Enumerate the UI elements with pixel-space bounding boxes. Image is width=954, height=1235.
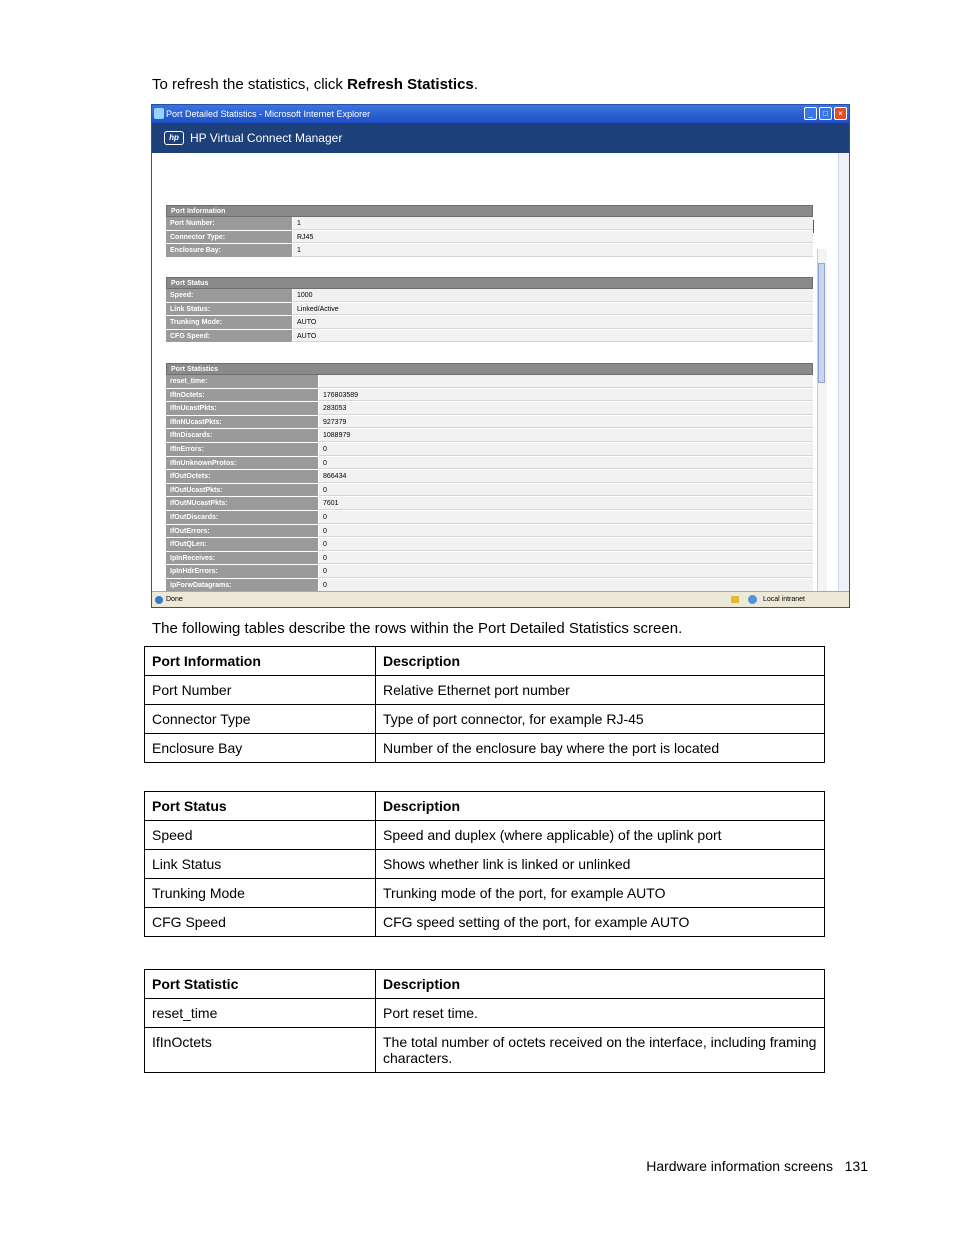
row-name-cell: IfInOctets bbox=[145, 1028, 376, 1073]
stat-label: Trunking Mode: bbox=[166, 316, 293, 329]
stat-label: Link Status: bbox=[166, 303, 293, 316]
row-description-cell: The total number of octets received on the interface, including framing characters. bbox=[376, 1028, 825, 1073]
maximize-icon[interactable]: □ bbox=[819, 107, 832, 120]
row-name-cell: Port Number bbox=[145, 676, 376, 705]
stat-value bbox=[319, 375, 813, 388]
stat-row bbox=[166, 289, 813, 303]
stat-value: 927379 bbox=[319, 416, 813, 429]
port-status-table bbox=[144, 791, 825, 937]
page-number: 131 bbox=[844, 1158, 868, 1174]
stat-label: IfInErrors: bbox=[166, 443, 319, 456]
stat-row bbox=[166, 497, 813, 511]
stat-row bbox=[166, 402, 813, 416]
stat-label: IfInDiscards: bbox=[166, 429, 319, 442]
stat-row bbox=[166, 217, 813, 231]
stat-label: IpInReceives: bbox=[166, 552, 319, 565]
row-description-cell: Trunking mode of the port, for example AUTO bbox=[376, 879, 825, 908]
table-row bbox=[145, 850, 825, 879]
stat-row bbox=[166, 525, 813, 539]
minimize-icon[interactable]: _ bbox=[804, 107, 817, 120]
lock-icon bbox=[731, 596, 739, 603]
footer-section: Hardware information screens bbox=[646, 1158, 833, 1174]
stat-label: IfOutNUcastPkts: bbox=[166, 497, 319, 510]
column-header: Description bbox=[376, 792, 825, 821]
app-title: HP Virtual Connect Manager bbox=[190, 131, 343, 145]
stat-row bbox=[166, 552, 813, 566]
stat-row bbox=[166, 303, 813, 317]
table-row bbox=[145, 734, 825, 763]
stat-value: 0 bbox=[319, 565, 813, 578]
stat-label: Enclosure Bay: bbox=[166, 244, 293, 257]
stat-label: IfInUcastPkts: bbox=[166, 402, 319, 415]
page-footer bbox=[646, 1158, 868, 1174]
row-description-cell: Port reset time. bbox=[376, 999, 825, 1028]
stat-row bbox=[166, 330, 813, 344]
table-row bbox=[145, 1028, 825, 1073]
stat-row bbox=[166, 484, 813, 498]
stat-row bbox=[166, 565, 813, 579]
window-controls bbox=[804, 107, 847, 120]
row-description-cell: Shows whether link is linked or unlinked bbox=[376, 850, 825, 879]
intro-suffix: . bbox=[473, 76, 478, 93]
window-titlebar bbox=[152, 105, 849, 123]
row-name-cell: Speed bbox=[145, 821, 376, 850]
stat-value: 0 bbox=[319, 579, 813, 592]
window-title: Port Detailed Statistics - Microsoft Internet Explorer bbox=[166, 109, 371, 119]
stat-value: Linked/Active bbox=[293, 303, 813, 316]
inner-scrollbar-thumb[interactable] bbox=[818, 263, 825, 383]
stat-label: IfOutQLen: bbox=[166, 538, 319, 551]
stat-row bbox=[166, 375, 813, 389]
port-status-panel bbox=[166, 277, 813, 343]
column-header: Port Status bbox=[145, 792, 376, 821]
security-zone: Local intranet bbox=[762, 596, 805, 603]
close-icon[interactable]: × bbox=[834, 107, 847, 120]
port-information-panel bbox=[166, 205, 813, 258]
table-row bbox=[145, 999, 825, 1028]
row-name-cell: CFG Speed bbox=[145, 908, 376, 937]
stat-label: Speed: bbox=[166, 289, 293, 302]
table-row bbox=[145, 879, 825, 908]
intro-text: To refresh the statistics, click bbox=[152, 76, 348, 93]
column-header: Port Information bbox=[145, 647, 376, 676]
row-name-cell: Enclosure Bay bbox=[145, 734, 376, 763]
stat-label: IfInUnknownProtos: bbox=[166, 457, 319, 470]
stat-row bbox=[166, 416, 813, 430]
stat-label: IpForwDatagrams: bbox=[166, 579, 319, 592]
stat-value: 0 bbox=[319, 552, 813, 565]
window-scrollbar[interactable] bbox=[838, 153, 849, 591]
row-description-cell: Type of port connector, for example RJ-45 bbox=[376, 705, 825, 734]
stat-label: reset_time: bbox=[166, 375, 319, 388]
stat-value: AUTO bbox=[293, 330, 813, 343]
stat-label: IfInNUcastPkts: bbox=[166, 416, 319, 429]
row-description-cell: CFG speed setting of the port, for example AUTO bbox=[376, 908, 825, 937]
stat-label: CFG Speed: bbox=[166, 330, 293, 343]
row-name-cell: reset_time bbox=[145, 999, 376, 1028]
stat-row bbox=[166, 231, 813, 245]
stat-value: 176803589 bbox=[319, 389, 813, 402]
stat-label: IfOutErrors: bbox=[166, 525, 319, 538]
hp-logo-icon: hp bbox=[164, 131, 184, 145]
stat-value: 0 bbox=[319, 525, 813, 538]
stat-label: IfOutOctets: bbox=[166, 470, 319, 483]
stat-label: IfOutUcastPkts: bbox=[166, 484, 319, 497]
panel-header: Port Statistics bbox=[166, 363, 813, 375]
port-statistics-panel bbox=[166, 363, 813, 593]
stat-value: 1 bbox=[293, 217, 813, 230]
row-description-cell: Speed and duplex (where applicable) of the uplink port bbox=[376, 821, 825, 850]
row-description-cell: Number of the enclosure bay where the port is located bbox=[376, 734, 825, 763]
row-name-cell: Link Status bbox=[145, 850, 376, 879]
stat-value: 0 bbox=[319, 538, 813, 551]
row-name-cell: Connector Type bbox=[145, 705, 376, 734]
stat-row bbox=[166, 511, 813, 525]
stat-value: 0 bbox=[319, 484, 813, 497]
panel-header: Port Information bbox=[166, 205, 813, 217]
table-row bbox=[145, 705, 825, 734]
port-information-table bbox=[144, 646, 825, 763]
browser-window-screenshot bbox=[151, 104, 850, 608]
stat-row bbox=[166, 538, 813, 552]
table-row bbox=[145, 676, 825, 705]
column-header: Description bbox=[376, 970, 825, 999]
stat-row bbox=[166, 389, 813, 403]
stat-label: Connector Type: bbox=[166, 231, 293, 244]
stat-label: IfInOctets: bbox=[166, 389, 319, 402]
intro-bold-term: Refresh Statistics bbox=[347, 76, 474, 93]
stat-row bbox=[166, 470, 813, 484]
stat-value: AUTO bbox=[293, 316, 813, 329]
stat-value: 1088979 bbox=[319, 429, 813, 442]
page-done-icon bbox=[155, 596, 163, 604]
row-name-cell: Trunking Mode bbox=[145, 879, 376, 908]
stat-value: 283053 bbox=[319, 402, 813, 415]
stat-label: IfOutDiscards: bbox=[166, 511, 319, 524]
stat-value: 1 bbox=[293, 244, 813, 257]
status-bar bbox=[152, 591, 849, 607]
ie-icon bbox=[154, 108, 164, 119]
tables-caption: The following tables describe the rows within the Port Detailed Statistics screen. bbox=[152, 620, 683, 637]
stat-label: IpInHdrErrors: bbox=[166, 565, 319, 578]
stat-value: 0 bbox=[319, 443, 813, 456]
column-header: Port Statistic bbox=[145, 970, 376, 999]
table-header-row bbox=[145, 647, 825, 676]
stat-value: 1000 bbox=[293, 289, 813, 302]
stat-row bbox=[166, 244, 813, 258]
stat-value: 866434 bbox=[319, 470, 813, 483]
intranet-zone-icon bbox=[748, 595, 757, 604]
table-header-row bbox=[145, 970, 825, 999]
panel-header: Port Status bbox=[166, 277, 813, 289]
page-content bbox=[152, 153, 839, 591]
port-statistic-table bbox=[144, 969, 825, 1073]
table-header-row bbox=[145, 792, 825, 821]
stat-value: 0 bbox=[319, 457, 813, 470]
stat-value: 0 bbox=[319, 511, 813, 524]
stat-row bbox=[166, 316, 813, 330]
stat-label: Port Number: bbox=[166, 217, 293, 230]
row-description-cell: Relative Ethernet port number bbox=[376, 676, 825, 705]
stat-value: 7601 bbox=[319, 497, 813, 510]
stat-row bbox=[166, 443, 813, 457]
column-header: Description bbox=[376, 647, 825, 676]
status-text: Done bbox=[166, 596, 183, 603]
stat-value: RJ45 bbox=[293, 231, 813, 244]
stat-row bbox=[166, 457, 813, 471]
table-row bbox=[145, 908, 825, 937]
intro-sentence bbox=[152, 76, 478, 93]
stat-row bbox=[166, 429, 813, 443]
app-header bbox=[152, 123, 849, 153]
table-row bbox=[145, 821, 825, 850]
